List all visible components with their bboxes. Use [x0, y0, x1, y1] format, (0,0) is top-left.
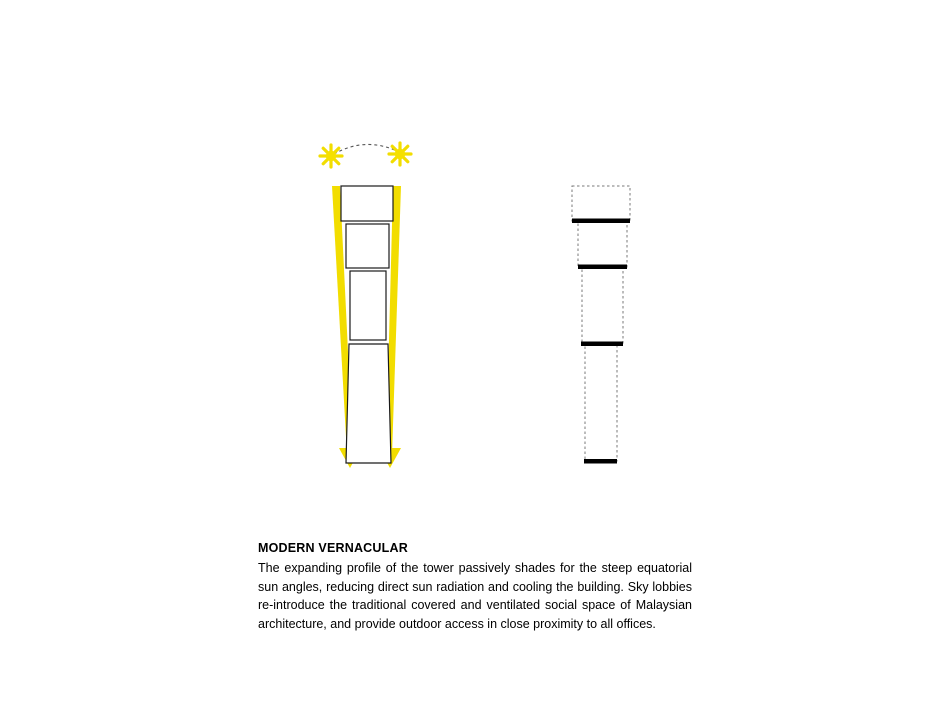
- left-floor-middle-volume: [350, 271, 386, 340]
- left-floor-lower-volume: [346, 344, 391, 463]
- sky-lobby-slab-3: [581, 342, 623, 347]
- sky-lobby-slab-2: [578, 265, 627, 270]
- left-floor-crown-volume: [341, 186, 393, 221]
- caption-body: The expanding profile of the tower passively shades for the steep equatorial sun angles, reducing direct sun radiation and cooling the building. Sky lobbies re-introduce the traditional covered and ventilated social space of Malaysian architecture, and provide outdoor access in close proximity to all offices.: [258, 561, 692, 631]
- right-tower-dotted-outline: [572, 186, 630, 461]
- sky-lobby-slab-1: [572, 219, 630, 224]
- left-figure-tower-with-sun-shading: [320, 143, 411, 468]
- right-figure-tower-with-sky-lobbies: [572, 186, 630, 464]
- caption-title: MODERN VERNACULAR: [258, 541, 408, 555]
- sun-icon-right: [389, 143, 411, 165]
- sun-icon-left: [320, 145, 342, 167]
- sky-lobby-slab-4: [584, 459, 617, 464]
- left-floor-upper-volume: [346, 224, 389, 268]
- caption-block: [258, 541, 692, 633]
